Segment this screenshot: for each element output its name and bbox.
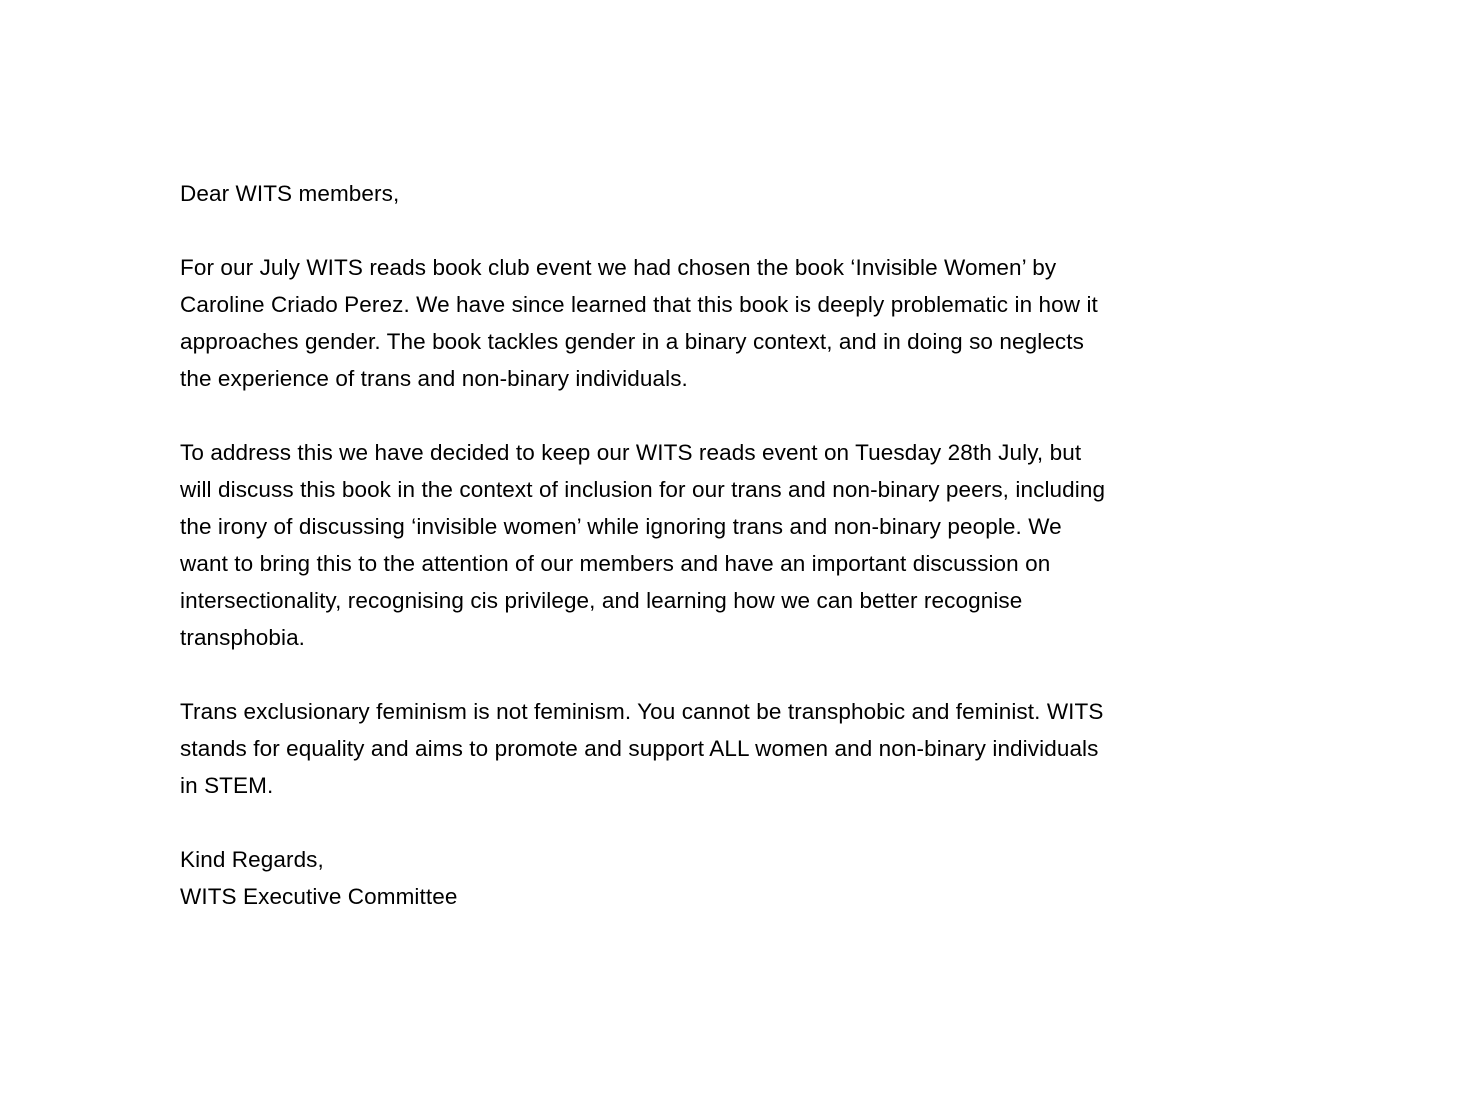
text-line: WITS Executive Committee — [180, 884, 458, 909]
text-line: transphobia. — [180, 625, 306, 650]
paragraph-body — [180, 249, 1105, 397]
text-line: stands for equality and aims to promote and support ALL women and non-binary individuals — [180, 736, 1099, 761]
paragraph-body — [180, 434, 1105, 656]
text-line: Trans exclusionary feminism is not feminism. You cannot be transphobic and feminist. WITS — [180, 699, 1104, 724]
paragraph-salutation — [180, 175, 1105, 212]
paragraph-closing — [180, 841, 1105, 915]
text-line: Dear WITS members, — [180, 181, 400, 206]
text-line: Kind Regards, — [180, 847, 324, 872]
paragraph-body — [180, 693, 1105, 804]
letter-body — [180, 175, 1105, 915]
text-line: the experience of trans and non-binary individuals. — [180, 366, 688, 391]
text-line: want to bring this to the attention of our members and have an important discussion on — [180, 551, 1051, 576]
text-line: For our July WITS reads book club event we had chosen the book ‘Invisible Women’ by — [180, 255, 1057, 280]
text-line: will discuss this book in the context of inclusion for our trans and non-binary peers, including — [180, 477, 1106, 502]
text-line: intersectionality, recognising cis privilege, and learning how we can better recognise — [180, 588, 1023, 613]
text-line: approaches gender. The book tackles gender in a binary context, and in doing so neglects — [180, 329, 1084, 354]
text-line: the irony of discussing ‘invisible women’ while ignoring trans and non-binary people. We — [180, 514, 1062, 539]
text-line: in STEM. — [180, 773, 274, 798]
text-line: To address this we have decided to keep our WITS reads event on Tuesday 28th July, but — [180, 440, 1082, 465]
text-line: Caroline Criado Perez. We have since learned that this book is deeply problematic in how it — [180, 292, 1098, 317]
